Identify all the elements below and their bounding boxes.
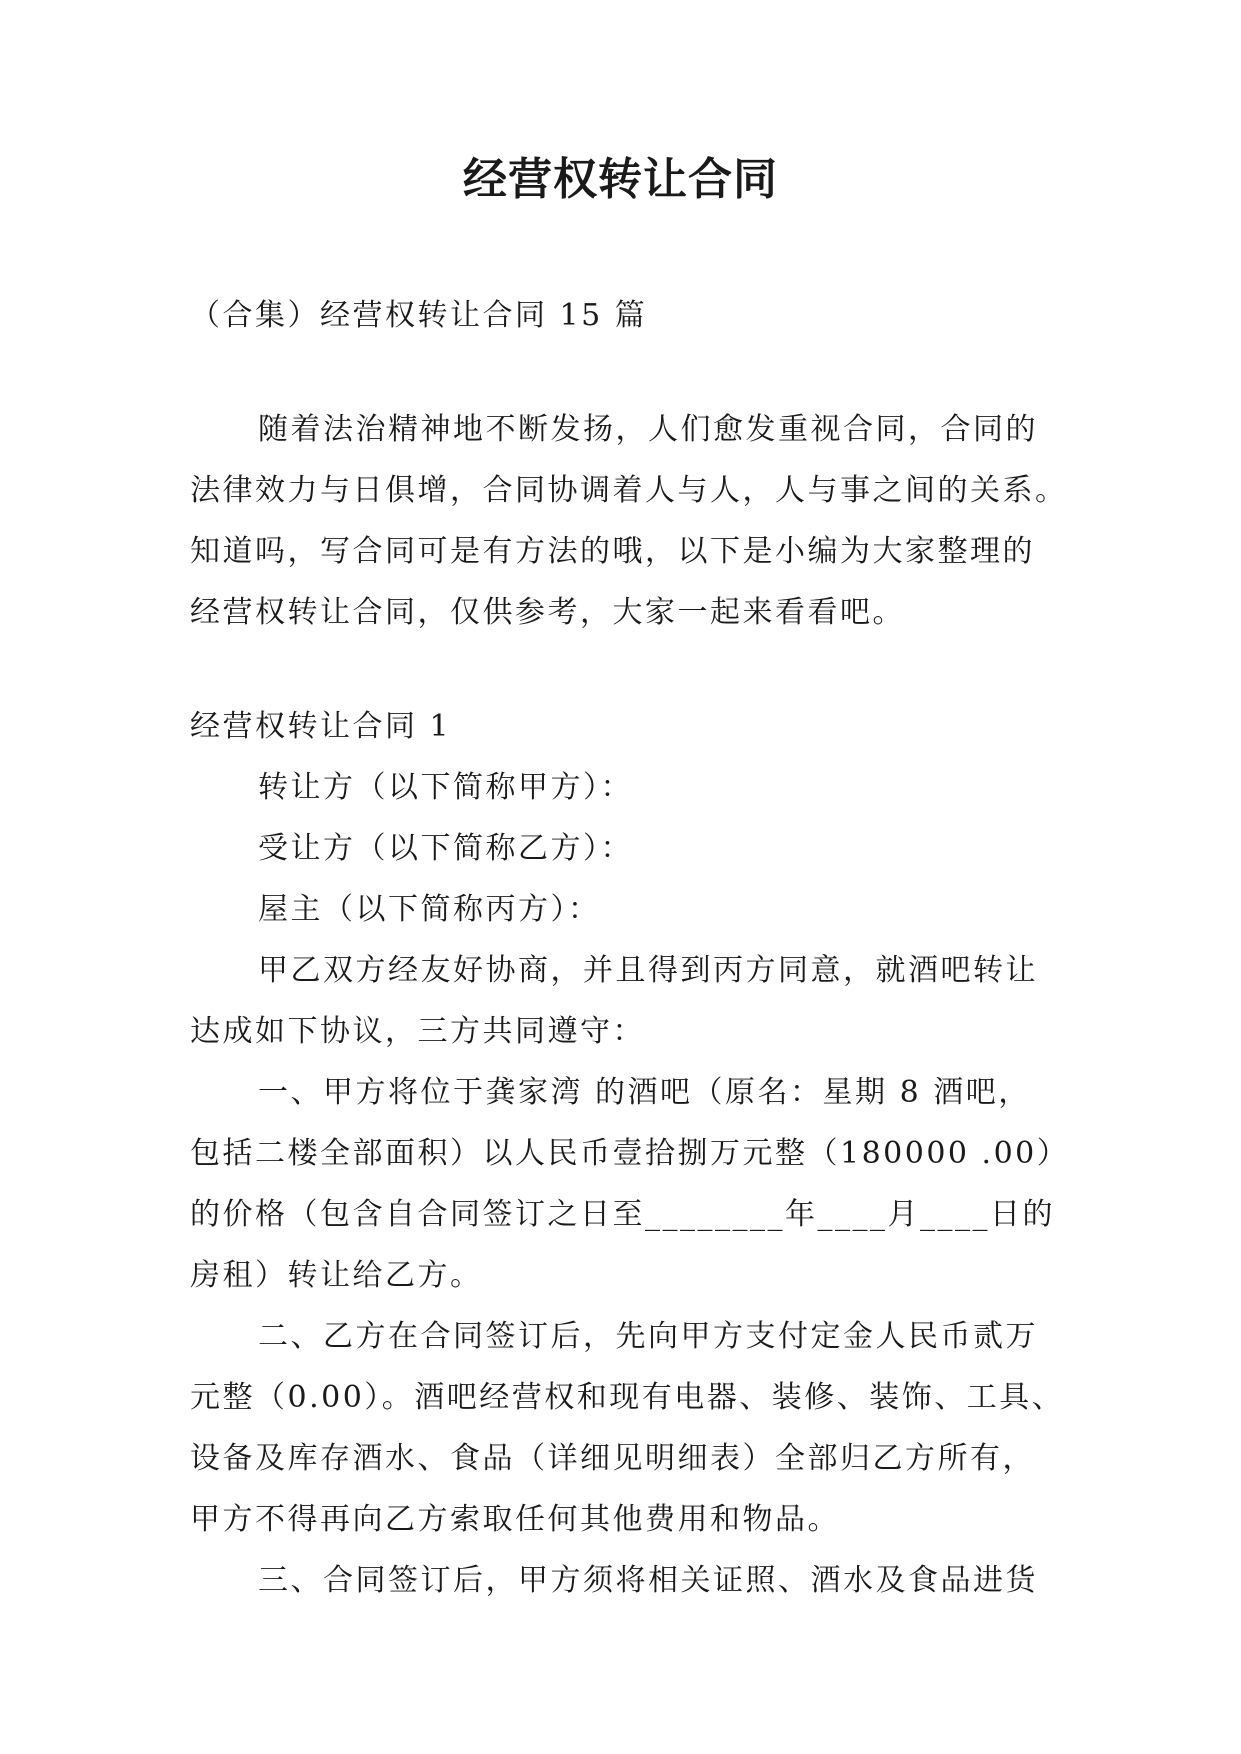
body-line: 元整（0.00）。酒吧经营权和现有电器、装修、装饰、工具、 <box>190 1380 1065 1415</box>
body-line: 三、合同签订后，甲方须将相关证照、酒水及食品进货 <box>258 1563 1038 1598</box>
body-line: 包括二楼全部面积）以人民币壹拾捌万元整（180000 .00） <box>190 1136 1070 1171</box>
section-heading: 经营权转让合同 1 <box>190 709 452 744</box>
body-line: 设备及库存酒水、食品（详细见明细表）全部归乙方所有， <box>190 1441 1035 1476</box>
intro-line: 法律效力与日俱增，合同协调着人与人，人与事之间的关系。 <box>190 473 1068 508</box>
body-line: 屋主（以下简称丙方）： <box>258 892 601 927</box>
body-line: 甲方不得再向乙方索取任何其他费用和物品。 <box>190 1502 840 1537</box>
intro-line: 知道吗，写合同可是有方法的哦，以下是小编为大家整理的 <box>190 534 1035 569</box>
body-line: 房租）转让给乙方。 <box>190 1258 483 1293</box>
body-line: 二、乙方在合同签订后，先向甲方支付定金人民币贰万 <box>258 1319 1038 1354</box>
body-line: 甲乙双方经友好协商，并且得到丙方同意，就酒吧转让 <box>258 953 1038 988</box>
body-line: 的价格（包含自合同签订之日至________年____月____日的 <box>190 1197 1055 1232</box>
body-line: 一、甲方将位于龚家湾 的酒吧（原名：星期 8 酒吧， <box>258 1075 1031 1110</box>
intro-line: 随着法治精神地不断发扬，人们愈发重视合同，合同的 <box>258 412 1038 447</box>
body-line: 转让方（以下简称甲方）： <box>258 770 633 805</box>
intro-line: 经营权转让合同，仅供参考，大家一起来看看吧。 <box>190 595 905 630</box>
body-line: 达成如下协议，三方共同遵守： <box>190 1014 645 1049</box>
document-title: 经营权转让合同 <box>463 154 778 205</box>
body-line: 受让方（以下简称乙方）： <box>258 831 633 866</box>
document-subtitle: （合集）经营权转让合同 15 篇 <box>190 298 648 333</box>
